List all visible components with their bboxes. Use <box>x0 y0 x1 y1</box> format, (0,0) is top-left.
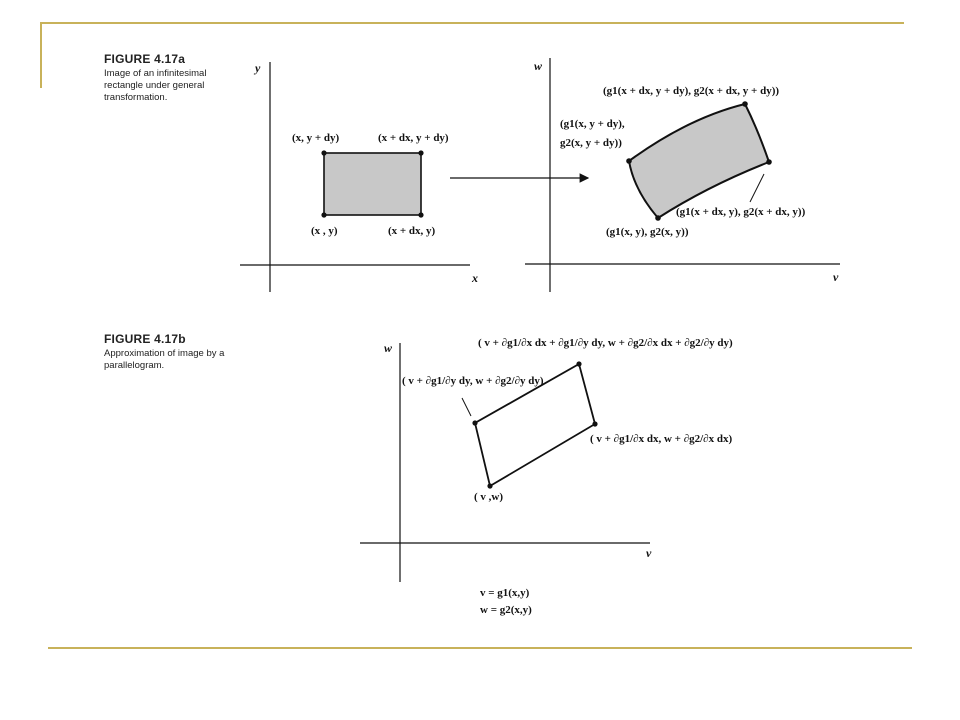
label-para-left: ( v + ∂g1/∂y dy, w + ∂g2/∂y dy) <box>402 375 544 387</box>
image-corner-top <box>742 101 748 107</box>
label-corner-br: (x + dx, y) <box>388 225 436 237</box>
leader-line-right <box>750 174 764 202</box>
label-image-left-line2: g2(x, y + dy)) <box>560 137 622 149</box>
figure-a-description: Image of an infinitesimal rectangle under general transformation. <box>104 68 207 103</box>
label-image-left-line1: (g1(x, y + dy), <box>560 118 625 130</box>
para-corner-right <box>592 421 597 426</box>
image-corner-bottom <box>655 215 661 221</box>
label-image-right: (g1(x + dx, y), g2(x + dx, y)) <box>676 206 806 218</box>
figure-a-left-panel <box>240 61 478 292</box>
left-y-axis-label: y <box>255 61 261 75</box>
right-x-axis-label: v <box>833 270 839 284</box>
para-corner-origin <box>487 483 492 488</box>
figure-b-title: FIGURE 4.17b <box>104 332 186 346</box>
figure-a-title: FIGURE 4.17a <box>104 52 186 66</box>
infinitesimal-rectangle <box>324 153 421 215</box>
rect-corner-br <box>418 212 423 217</box>
right-y-axis-label: w <box>534 59 543 73</box>
label-corner-tr: (x + dx, y + dy) <box>378 132 449 144</box>
b-y-axis-label: w <box>384 341 393 355</box>
leader-line-left <box>462 398 471 416</box>
figure-a-right-panel <box>525 58 840 292</box>
para-corner-left <box>472 420 477 425</box>
label-corner-bl: (x , y) <box>311 225 338 237</box>
equation-w: w = g2(x,y) <box>480 604 532 616</box>
equation-v: v = g1(x,y) <box>480 587 530 599</box>
image-corner-right <box>766 159 772 165</box>
label-para-top: ( v + ∂g1/∂x dx + ∂g1/∂y dy, w + ∂g2/∂x dx + ∂g2/∂y dy) <box>478 337 733 349</box>
label-image-bottom: (g1(x, y), g2(x, y)) <box>606 226 689 238</box>
label-para-right: ( v + ∂g1/∂x dx, w + ∂g2/∂x dx) <box>590 433 733 445</box>
figure-b-panel <box>360 337 733 616</box>
label-para-origin: ( v ,w) <box>474 491 504 503</box>
label-image-top: (g1(x + dx, y + dy), g2(x + dx, y + dy)) <box>603 85 780 97</box>
figure-b-description: Approximation of image by a parallelogram. <box>104 348 225 371</box>
curved-image-region <box>629 104 769 218</box>
rect-corner-bl <box>321 212 326 217</box>
image-corner-left <box>626 158 632 164</box>
para-corner-top <box>576 361 581 366</box>
b-x-axis-label: v <box>646 546 652 560</box>
rect-corner-tl <box>321 150 326 155</box>
rect-corner-tr <box>418 150 423 155</box>
label-corner-tl: (x, y + dy) <box>292 132 340 144</box>
left-x-axis-label: x <box>472 271 478 285</box>
